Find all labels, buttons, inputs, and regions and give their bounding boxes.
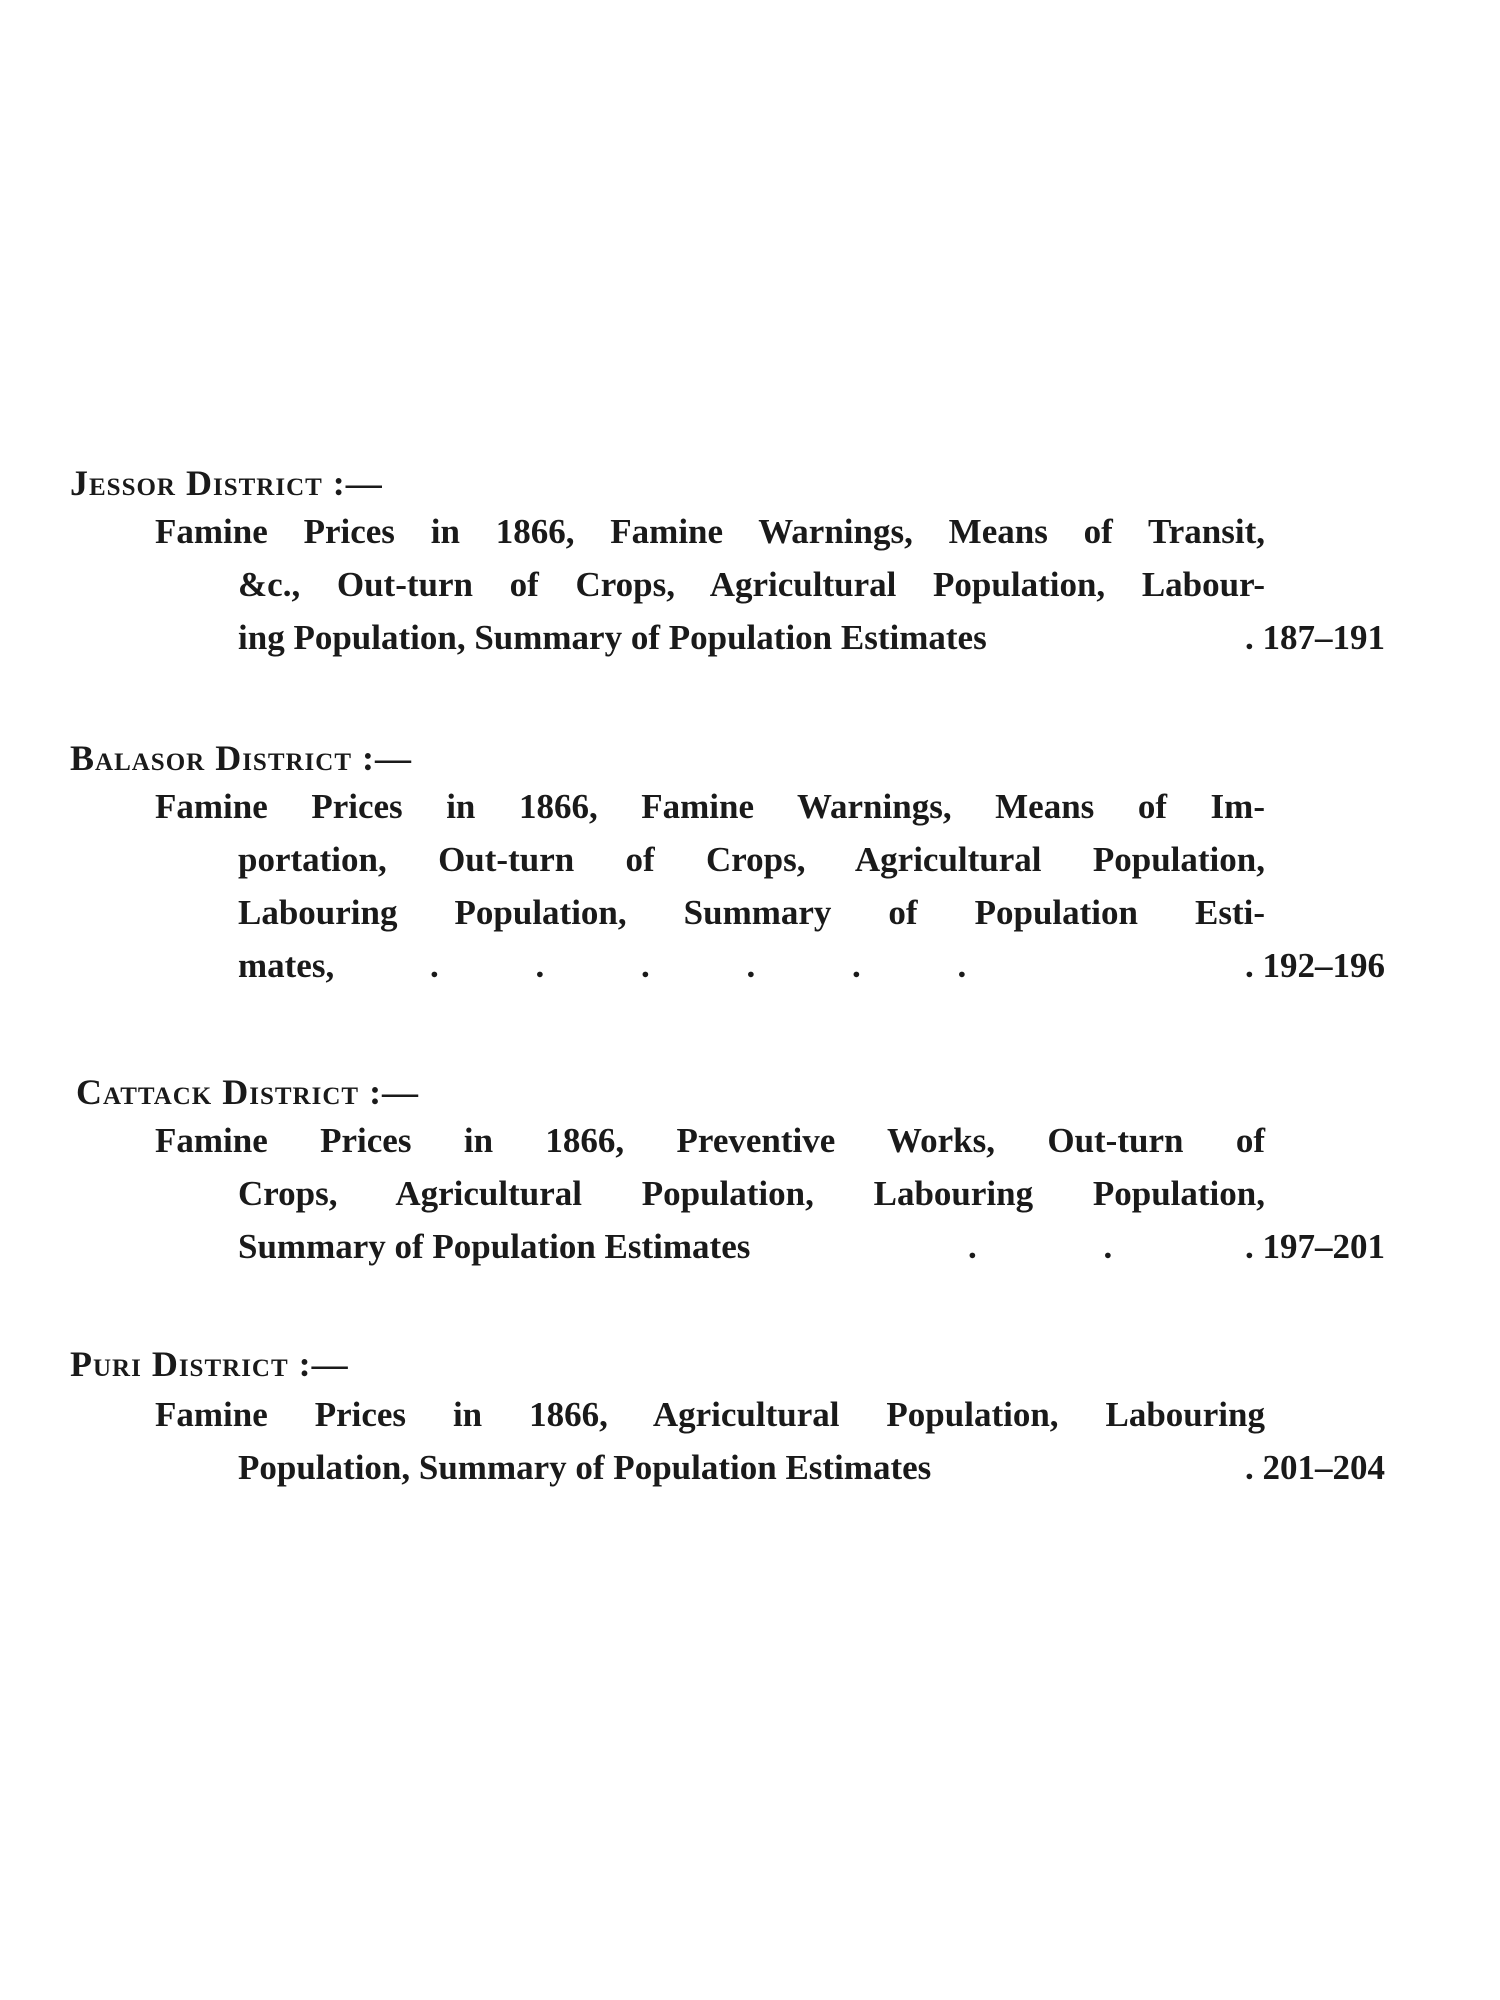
page-range: . 187–191 <box>1245 618 1385 657</box>
entry-line: Famine Prices in 1866, Preventive Works, Out-turn of <box>155 1121 1265 1160</box>
page-range: . 197–201 <box>1245 1227 1385 1266</box>
dot-leader: . . . . . . <box>430 946 967 985</box>
entry-line: Summary of Population Estimates <box>238 1227 751 1266</box>
page-range: . 192–196 <box>1245 946 1385 985</box>
district-heading: Balasor District :— <box>70 738 413 778</box>
entry-line: Famine Prices in 1866, Agricultural Population, Labouring <box>155 1395 1265 1434</box>
district-heading: Puri District :— <box>70 1344 349 1384</box>
entry-line: Crops, Agricultural Population, Labouring Population, <box>238 1174 1265 1213</box>
entry-line: mates, <box>238 946 335 985</box>
entry-line: Famine Prices in 1866, Famine Warnings, Means of Transit, <box>155 512 1265 551</box>
district-heading: Cattack District :— <box>76 1072 420 1112</box>
entry-line: Labouring Population, Summary of Population Esti- <box>238 893 1265 932</box>
entry-line: &c., Out-turn of Crops, Agricultural Population, Labour- <box>238 565 1265 604</box>
district-heading: Jessor District :— <box>70 463 383 503</box>
page-range: . 201–204 <box>1245 1448 1385 1487</box>
entry-line: ing Population, Summary of Population Estimates <box>238 618 987 657</box>
entry-line: portation, Out-turn of Crops, Agricultural Population, <box>238 840 1265 879</box>
dot-leader: . . <box>968 1227 1113 1266</box>
entry-line: Population, Summary of Population Estimates <box>238 1448 932 1487</box>
entry-line: Famine Prices in 1866, Famine Warnings, Means of Im- <box>155 787 1265 826</box>
